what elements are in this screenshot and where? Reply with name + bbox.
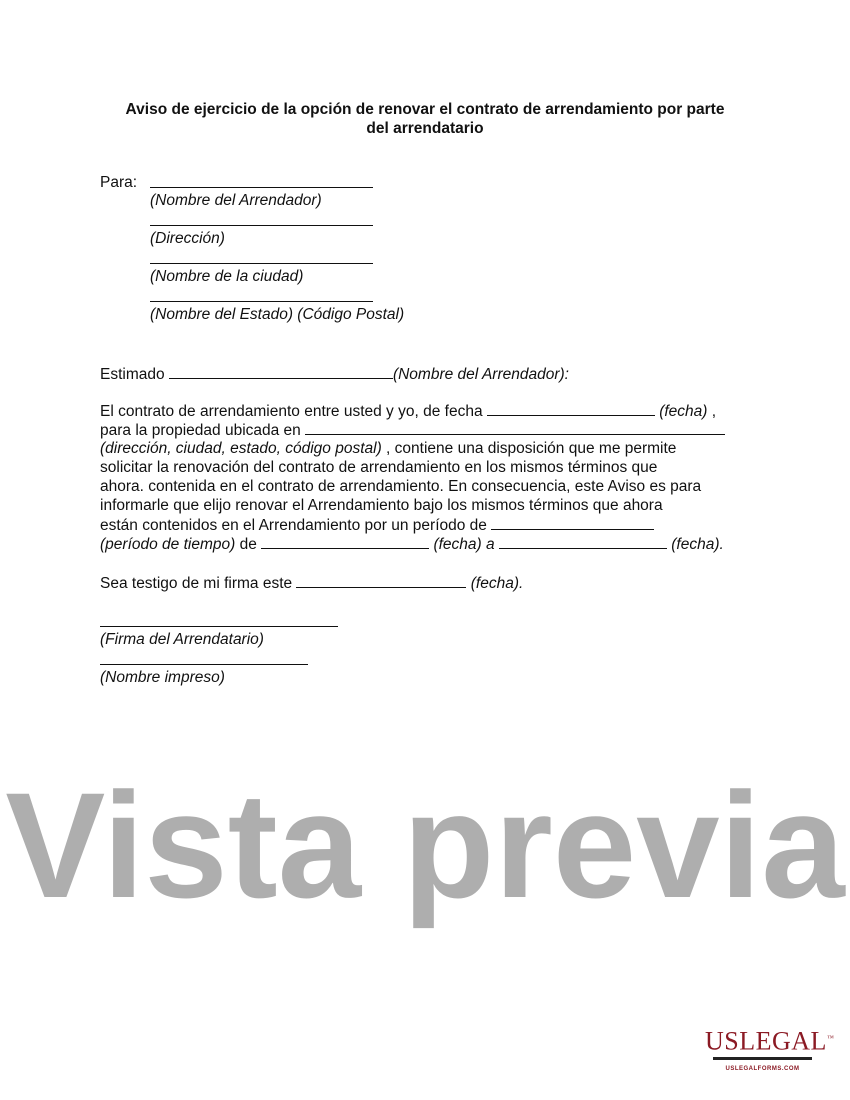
signature-blank	[100, 613, 338, 627]
city-hint: (Nombre de la ciudad)	[150, 268, 304, 285]
logo-brand: USLEGAL	[705, 1026, 827, 1056]
witness-text: Sea testigo de mi firma este	[100, 575, 293, 592]
salutation-blank	[169, 365, 393, 379]
body-line: para la propiedad ubicada en	[100, 422, 301, 439]
document-title-line2: del arrendatario	[366, 120, 484, 137]
date-hint: (fecha)	[659, 403, 708, 420]
punct: ,	[711, 403, 717, 420]
printed-name-hint: (Nombre impreso)	[100, 669, 225, 686]
body-line: , contiene una disposición que me permite	[381, 440, 677, 457]
start-date-blank	[261, 535, 429, 549]
end-date-blank	[499, 535, 667, 549]
address-blank	[150, 212, 373, 226]
body-line: El contrato de arrendamiento entre usted y yo, de fecha	[100, 403, 483, 420]
landlord-name-hint: (Nombre del Arrendador)	[150, 192, 322, 209]
logo-tm: ™	[826, 1034, 835, 1042]
body-text: de	[235, 536, 262, 553]
state-zip-hint: (Nombre del Estado) (Código Postal)	[150, 306, 405, 323]
logo-url: USLEGALFORMS.COM	[725, 1065, 800, 1072]
period-blank	[491, 516, 654, 530]
property-hint: (dirección, ciudad, estado, código postal)	[100, 440, 382, 457]
period-hint: (período de tiempo)	[100, 536, 236, 553]
property-blank	[305, 421, 725, 435]
document-title-line1: Aviso de ejercicio de la opción de renovar el contrato de arrendamiento por parte	[125, 101, 725, 118]
body-line: solicitar la renovación del contrato de arrendamiento en los mismos términos que	[100, 459, 658, 476]
address-hint: (Dirección)	[150, 230, 225, 247]
salutation-hint: (Nombre del Arrendador):	[392, 366, 569, 383]
to-label: Para:	[100, 174, 138, 191]
date-blank	[487, 402, 655, 416]
state-blank	[150, 288, 373, 302]
printed-name-blank	[100, 651, 308, 665]
end-date-hint: (fecha).	[671, 536, 724, 553]
witness-date-blank	[296, 574, 466, 588]
uslegal-logo	[705, 1025, 835, 1072]
body-line: están contenidos en el Arrendamiento por un período de	[100, 517, 487, 534]
city-blank	[150, 250, 373, 264]
salutation-text: Estimado	[100, 366, 165, 383]
body-line: informarle que elijo renovar el Arrendamiento bajo los mismos términos que ahora	[100, 497, 663, 514]
eagle-wings-icon	[713, 1057, 812, 1060]
preview-watermark: Vista previa	[5, 761, 845, 929]
signature-hint: (Firma del Arrendatario)	[100, 631, 264, 648]
witness-date-hint: (fecha).	[470, 575, 524, 592]
body-line: ahora. contenida en el contrato de arrendamiento. En consecuencia, este Aviso es para	[100, 478, 702, 495]
start-date-hint: (fecha) a	[433, 536, 495, 553]
landlord-name-blank	[150, 174, 373, 188]
